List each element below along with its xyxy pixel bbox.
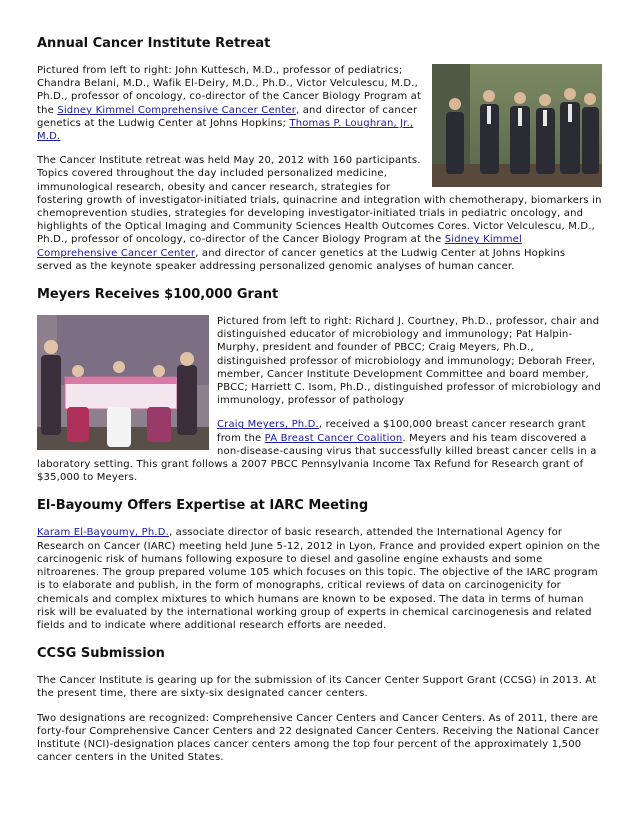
loughran-link[interactable]: Thomas P. Loughran, Jr., M.D.	[37, 117, 414, 143]
pa-breast-cancer-coalition-link[interactable]: PA Breast Cancer Coalition	[264, 432, 403, 444]
retreat-body-text-2: , and director of cancer genetics at the Ludwig Center at Johns Hopkins served as the keynote speaker addressing personalized genomic analyses of human cancer.	[37, 247, 566, 272]
ccsg-paragraph-2: Two designations are recognized: Comprehensive Cancer Centers and Cancer Centers. As of 2011, there are forty-four Comprehensive Cancer Centers and 22 designated Cancer Centers. Receiving the National Cancer Institute (NCI)-designation places cancer centers among the top four percent of the approximately 1,500 cancer centers in the United States.	[37, 712, 600, 764]
section-retreat	[37, 36, 602, 273]
iarc-body-text: , associate director of basic research, attended the International Agency for Research on Cancer (IARC) meeting held June 5-12, 2012 in Lyon, France and provided expert opinion on the carcinogenic risk of humans following exposure to diesel and gasoline engine exhausts and some nitroarenes. The group prepared volume 105 which focuses on this topic. The objective of the IARC program is to elaborate and publish, in the form of monographs, critical reviews of data on carcinogenicity for chemicals and complex mixtures to which humans are known to be exposed. The data in terms of human risk will be evaluated by the international working group of experts in chemical carcinogenesis and related fields and to indicate where additional research efforts are needed.	[37, 527, 601, 631]
sidney-kimmel-link-body[interactable]: Sidney Kimmel Comprehensive Cancer Center	[37, 234, 522, 259]
section-meyers	[37, 287, 602, 484]
section-ccsg	[37, 646, 602, 764]
el-bayoumy-link[interactable]: Karam El-Bayoumy, Ph.D.	[37, 527, 169, 539]
section-iarc	[37, 498, 602, 632]
section-title-meyers: Meyers Receives $100,000 Grant	[37, 287, 279, 303]
retreat-group-photo	[432, 64, 602, 187]
section-title-retreat: Annual Cancer Institute Retreat	[37, 36, 271, 51]
meyers-check-photo	[37, 315, 209, 450]
retreat-caption-text-1: Pictured from left to right: John Kuttesch, M.D., professor of pediatrics; Chandra Belani, M.D., Wafik El-Deiry, M.D., Ph.D., Victor Velculescu, M.D., Ph.D., professor of oncology, co-director of the Cancer Biology Program at the	[37, 65, 422, 116]
retreat-caption-text-2: , and director of cancer genetics at the Ludwig Center at Johns Hopkins;	[37, 104, 418, 129]
craig-meyers-link[interactable]: Craig Meyers, Ph.D.	[217, 419, 319, 431]
iarc-body	[37, 526, 602, 632]
sidney-kimmel-link-caption[interactable]: Sidney Kimmel Comprehensive Cancer Center	[57, 104, 297, 116]
retreat-body-text-1: The Cancer Institute retreat was held May 20, 2012 with 160 participants. Topics covered throughout the day included personalized medicine, immunological research, obesity and cancer research, strategies for fostering growth of investigator-initiated trials, quinacrine and integration with chemotherapy, biomarkers in chemoprevention studies, strategies for developing investigator-initiated trials in pediatric oncology, and highlights of the Optical Imaging and Community Sciences Health Outcomes Cores. Victor Velculescu, M.D., Ph.D., professor of oncology, co-director of the Cancer Biology Program at the	[37, 155, 602, 246]
section-title-iarc: El-Bayoumy Offers Expertise at IARC Meeting	[37, 498, 369, 514]
meyers-photo-illustration	[37, 315, 209, 450]
meyers-caption: Pictured from left to right: Richard J. Courtney, Ph.D., professor, chair and distinguished educator of microbiology and immunology; Pat Halpin-Murphy, president and founder of PBCC; Craig Meyers, Ph.D., distinguished professor of microbiology and immunology; Deborah Freer, member, Cancer Institute Development Committee and board member, PBCC; Harriett C. Isom, Ph.D., distinguished professor of microbiology and immunology, professor of pathology	[217, 316, 601, 407]
meyers-body-text-2: . Meyers and his team discovered a non-disease-causing virus that successfully killed breast cancer cells in a laboratory setting. This grant follows a 2007 PBCC Pennsylvania Income Tax Refund for Research grant of $35,000 to Meyers.	[37, 432, 597, 484]
meyers-body-text-1: , received a $100,000 breast cancer research grant from the	[217, 419, 586, 444]
retreat-photo-illustration	[432, 64, 602, 187]
newsletter-page	[37, 36, 602, 764]
ccsg-paragraph-1: The Cancer Institute is gearing up for the submission of its Cancer Center Support Grant (CCSG) in 2013. At the present time, there are sixty-six designated cancer centers.	[37, 675, 597, 700]
section-title-ccsg: CCSG Submission	[37, 646, 165, 662]
